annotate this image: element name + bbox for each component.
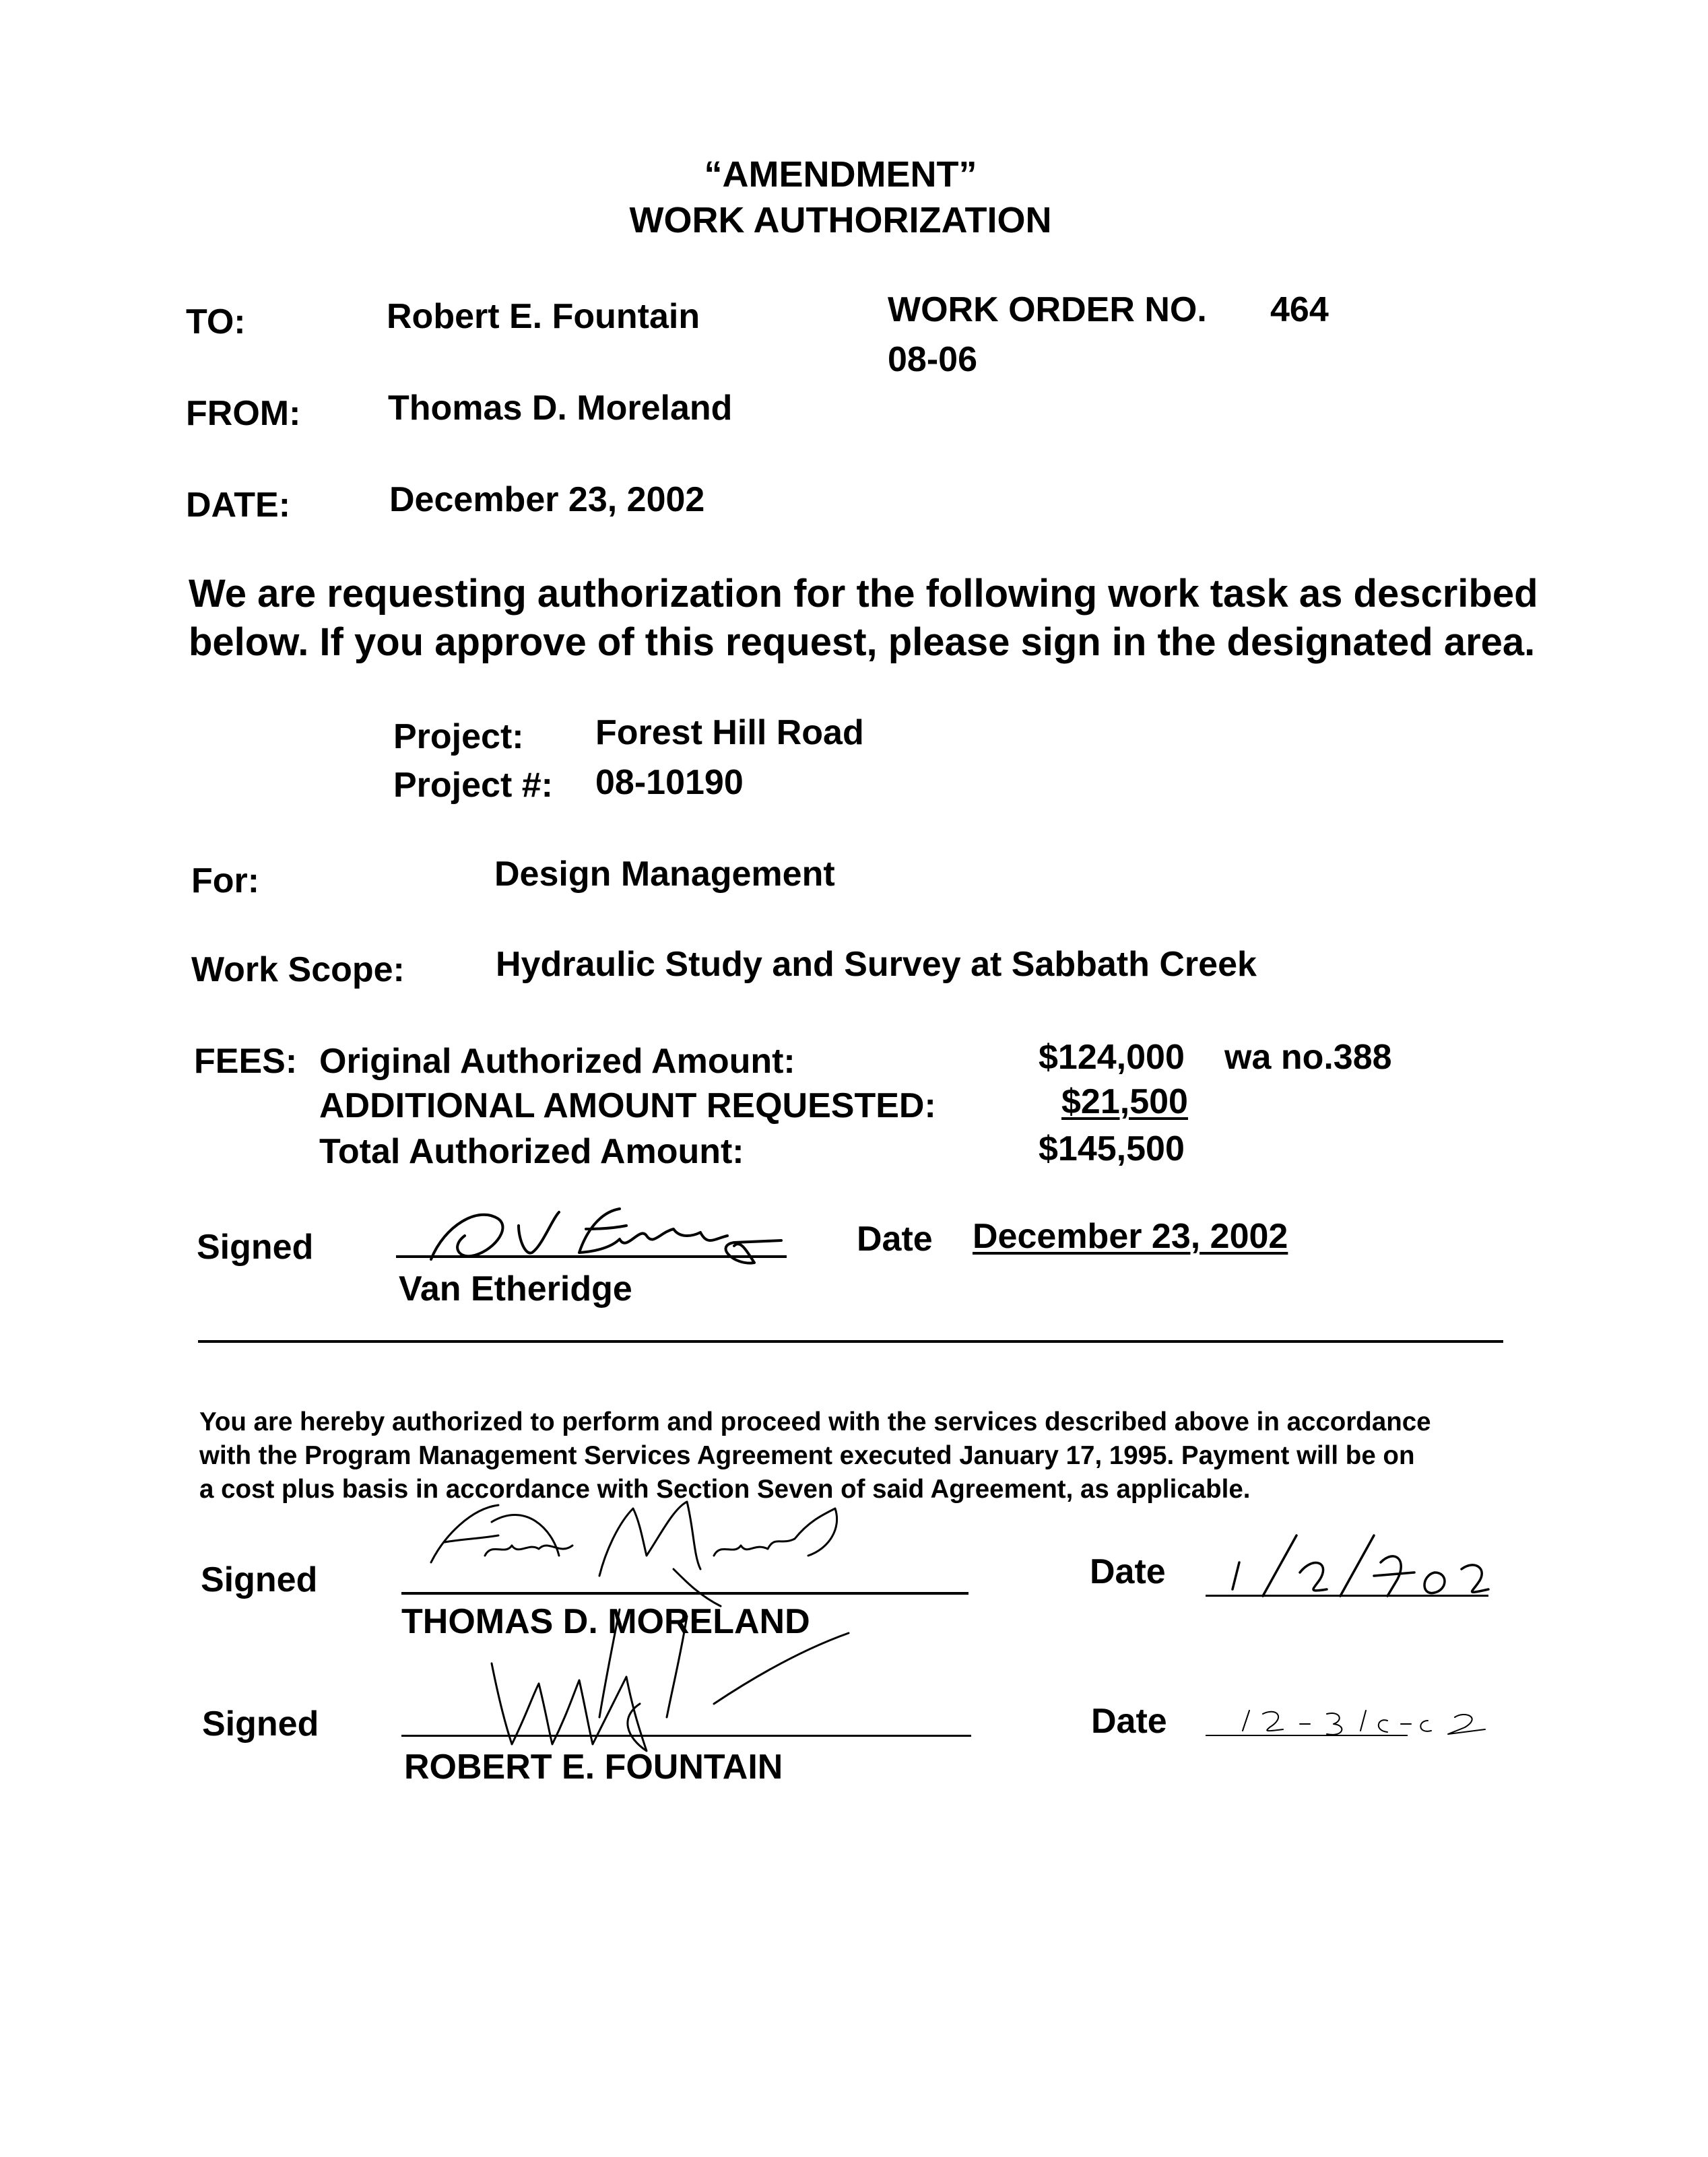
thomas-moreland-signature <box>404 1482 929 1610</box>
work-scope-label: Work Scope: <box>191 950 405 989</box>
signature1-date-label: Date <box>1090 1552 1166 1591</box>
fees-original-note: wa no.388 <box>1224 1038 1392 1077</box>
request-date-value: December 23, 2002 <box>973 1217 1288 1256</box>
date-label: DATE: <box>186 486 291 525</box>
request-text-line1: We are requesting authorization for the following work task as described <box>189 572 1538 616</box>
work-order-number: 464 <box>1270 290 1329 329</box>
signature1-name: THOMAS D. MORELAND <box>401 1602 810 1641</box>
document-subtitle: WORK AUTHORIZATION <box>629 200 1052 240</box>
to-value: Robert E. Fountain <box>387 297 700 336</box>
project-number-label: Project #: <box>393 766 553 805</box>
signature1-handwritten-date <box>1212 1522 1522 1623</box>
fees-total-value: $145,500 <box>1039 1129 1185 1168</box>
for-label: For: <box>191 861 260 900</box>
request-signed-label: Signed <box>197 1228 314 1267</box>
fees-original-value: $124,000 <box>1039 1038 1185 1077</box>
authorization-text-line2: with the Program Management Services Agreement executed January 17, 1995. Payment will be on <box>199 1441 1415 1470</box>
work-order-sub: 08-06 <box>888 340 977 379</box>
project-name-value: Forest Hill Road <box>595 713 864 752</box>
authorization-text-line3: a cost plus basis in accordance with Section Seven of said Agreement, as applicable. <box>199 1475 1251 1504</box>
robert-fountain-signature <box>471 1643 754 1758</box>
from-value: Thomas D. Moreland <box>388 389 733 428</box>
to-label: TO: <box>186 302 246 341</box>
fees-additional-value: $21,500 <box>1061 1082 1188 1121</box>
authorization-text-line1: You are hereby authorized to perform and proceed with the services described above in accordance <box>199 1407 1431 1436</box>
work-order-label: WORK ORDER NO. <box>888 290 1207 329</box>
request-date-label: Date <box>857 1220 933 1259</box>
fees-additional-label: ADDITIONAL AMOUNT REQUESTED: <box>319 1086 936 1125</box>
signature2-handwritten-date <box>1233 1690 1488 1751</box>
work-scope-value: Hydraulic Study and Survey at Sabbath Creek <box>496 945 1257 984</box>
document-title: “AMENDMENT” <box>704 154 977 195</box>
section-divider <box>198 1340 1503 1343</box>
project-name-label: Project: <box>393 717 524 756</box>
signature2-signed-label: Signed <box>202 1704 319 1744</box>
request-text-line2: below. If you approve of this request, please sign in the designated area. <box>189 620 1536 664</box>
for-value: Design Management <box>494 855 835 894</box>
signature2-name: ROBERT E. FOUNTAIN <box>404 1748 783 1787</box>
fees-label: FEES: <box>194 1042 298 1081</box>
request-signer-name: Van Etheridge <box>399 1269 632 1308</box>
fees-total-label: Total Authorized Amount: <box>319 1132 744 1171</box>
date-value: December 23, 2002 <box>389 480 705 519</box>
van-etheridge-signature <box>418 1199 795 1273</box>
project-number-value: 08-10190 <box>595 763 744 802</box>
fees-original-label: Original Authorized Amount: <box>319 1042 795 1081</box>
signature2-date-label: Date <box>1091 1702 1167 1741</box>
from-label: FROM: <box>186 394 301 433</box>
signature1-signed-label: Signed <box>201 1560 318 1599</box>
